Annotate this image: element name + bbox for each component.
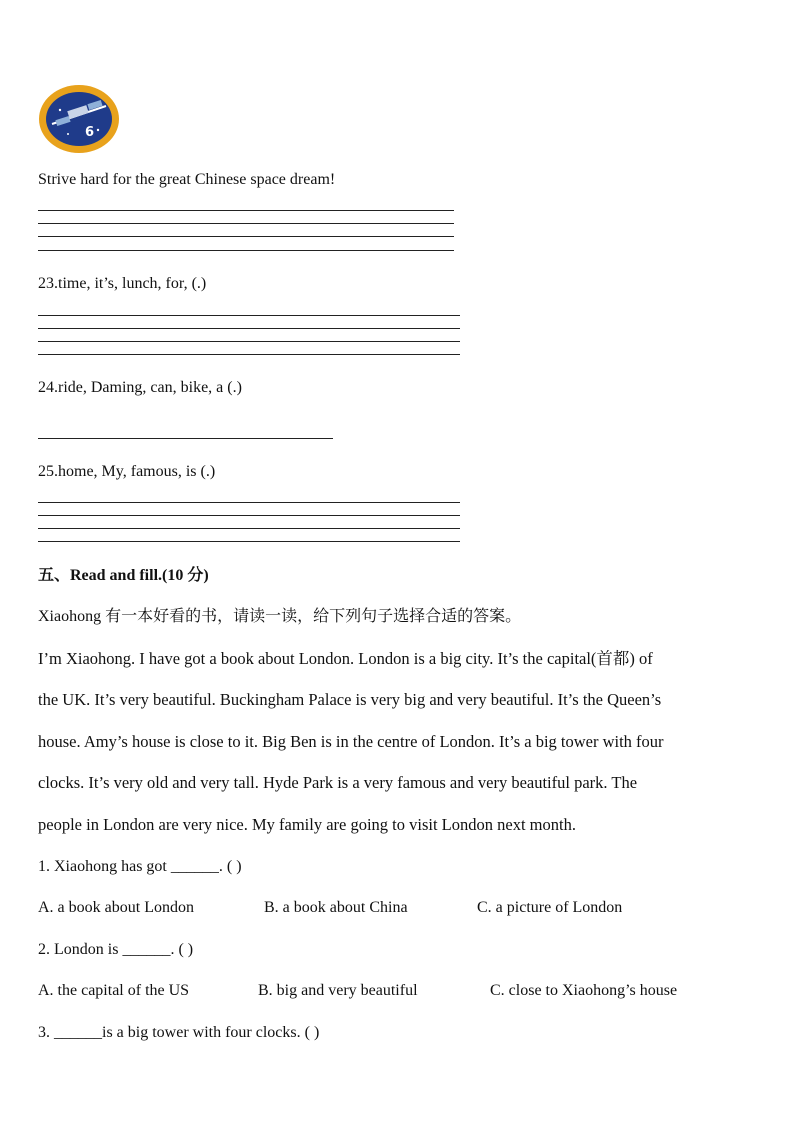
passage-line: house. Amy’s house is close to it. Big Ben is in the centre of London. It’s a big tower with four	[38, 732, 664, 751]
option-c[interactable]: C. a picture of London	[477, 899, 623, 916]
slogan: Strive hard for the great Chinese space dream!	[38, 171, 336, 188]
passage-line: clocks. It’s very old and very tall. Hyde Park is a very famous and very beautiful park. The	[38, 773, 638, 792]
passage-line: the UK. It’s very beautiful. Buckingham Palace is very big and very beautiful. It’s the Queen’s	[38, 690, 662, 709]
option-c[interactable]: C. close to Xiaohong’s house	[490, 982, 678, 999]
answer-line[interactable]	[38, 502, 460, 503]
question-number: 23.	[38, 275, 58, 292]
shenzhou-mission-logo	[38, 84, 120, 154]
question-23	[38, 274, 206, 294]
answer-line[interactable]	[38, 341, 460, 342]
option-a[interactable]: A. the capital of the US	[38, 982, 190, 999]
section-title: 五、Read and fill.(10 分)	[38, 567, 209, 584]
option-a[interactable]: A. a book about London	[38, 899, 194, 916]
answer-line[interactable]	[38, 438, 333, 439]
section-instruction: Xiaohong 有一本好看的书，请读一读，给下列句子选择合适的答案。	[38, 608, 522, 625]
answer-line[interactable]	[38, 541, 460, 542]
answer-line[interactable]	[38, 328, 460, 329]
option-b[interactable]: B. a book about China	[264, 899, 408, 916]
svg-text:6: 6	[85, 125, 95, 140]
passage-line: people in London are very nice. My family are going to visit London next month.	[38, 815, 576, 834]
passage-line: I’m Xiaohong. I have got a book about London. London is a big city. It’s the capital(首都) of	[38, 649, 653, 668]
question-stem: 3. ______is a big tower with four clocks. ( )	[38, 1024, 320, 1041]
answer-line[interactable]	[38, 236, 454, 237]
question-stem: 2. London is ______. ( )	[38, 941, 194, 958]
answer-line[interactable]	[38, 315, 460, 316]
option-b[interactable]: B. big and very beautiful	[258, 982, 418, 999]
answer-line[interactable]	[38, 528, 460, 529]
question-words: home, My, famous, is (.)	[58, 463, 216, 480]
answer-line[interactable]	[38, 515, 460, 516]
question-number: 24.	[38, 379, 58, 396]
question-stem: 1. Xiaohong has got ______. ( )	[38, 858, 242, 875]
answer-line[interactable]	[38, 354, 460, 355]
answer-line[interactable]	[38, 250, 454, 251]
question-words: time, it’s, lunch, for, (.)	[58, 275, 207, 292]
question-25	[38, 462, 215, 482]
answer-line[interactable]	[38, 210, 454, 211]
question-words: ride, Daming, can, bike, a (.)	[58, 379, 242, 396]
question-number: 25.	[38, 463, 58, 480]
answer-line[interactable]	[38, 223, 454, 224]
question-24	[38, 378, 242, 398]
